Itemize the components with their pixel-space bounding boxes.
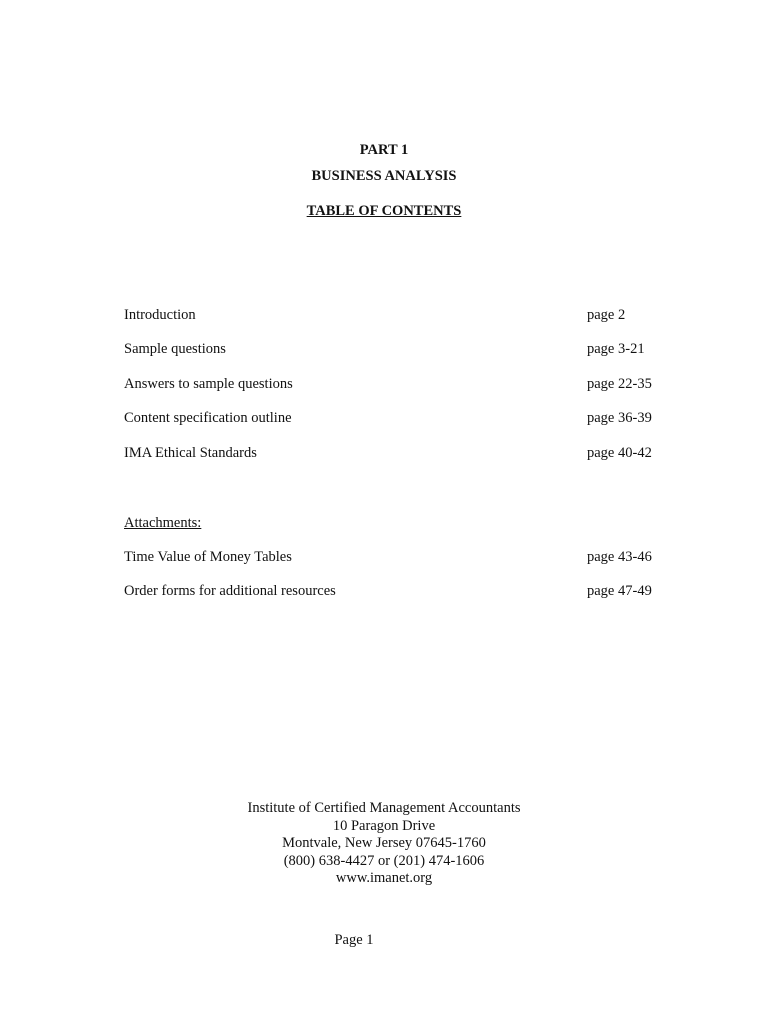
toc-entry-page: page 22-35 <box>587 376 652 392</box>
part-heading: PART 1 <box>359 142 409 158</box>
toc-entry <box>124 307 684 327</box>
toc-entry-title: Sample questions <box>124 341 226 357</box>
address-block <box>0 800 768 888</box>
page-number: Page 1 <box>334 932 374 948</box>
attachment-entry-title: Time Value of Money Tables <box>124 549 292 565</box>
toc-entry-page: page 40-42 <box>587 445 652 461</box>
toc-entry <box>124 376 684 396</box>
toc-heading: TABLE OF CONTENTS <box>306 203 462 219</box>
attachment-entry-page: page 47-49 <box>587 583 652 599</box>
attachment-entry-title: Order forms for additional resources <box>124 583 336 599</box>
toc-entry <box>124 410 684 430</box>
toc-entry <box>124 445 684 465</box>
toc-entry-title: Introduction <box>124 307 196 323</box>
toc-entry-title: Content specification outline <box>124 410 292 426</box>
attachment-entry <box>124 583 684 603</box>
website: www.imanet.org <box>335 870 433 886</box>
toc-entry-title: Answers to sample questions <box>124 376 293 392</box>
toc-entry-title: IMA Ethical Standards <box>124 445 257 461</box>
toc-entry-page: page 36-39 <box>587 410 652 426</box>
toc-entry-page: page 2 <box>587 307 626 323</box>
attachment-entry-page: page 43-46 <box>587 549 652 565</box>
attachment-entry <box>124 549 684 569</box>
subject-heading: BUSINESS ANALYSIS <box>311 168 457 184</box>
city-state-zip: Montvale, New Jersey 07645-1760 <box>282 835 486 851</box>
phone-numbers: (800) 638-4427 or (201) 474-1606 <box>283 852 485 869</box>
toc-entry-page: page 3-21 <box>587 341 645 357</box>
attachments-heading: Attachments: <box>124 515 202 531</box>
street-address: 10 Paragon Drive <box>332 817 436 834</box>
toc-entry <box>124 341 684 361</box>
org-name: Institute of Certified Management Accountants <box>247 800 521 816</box>
